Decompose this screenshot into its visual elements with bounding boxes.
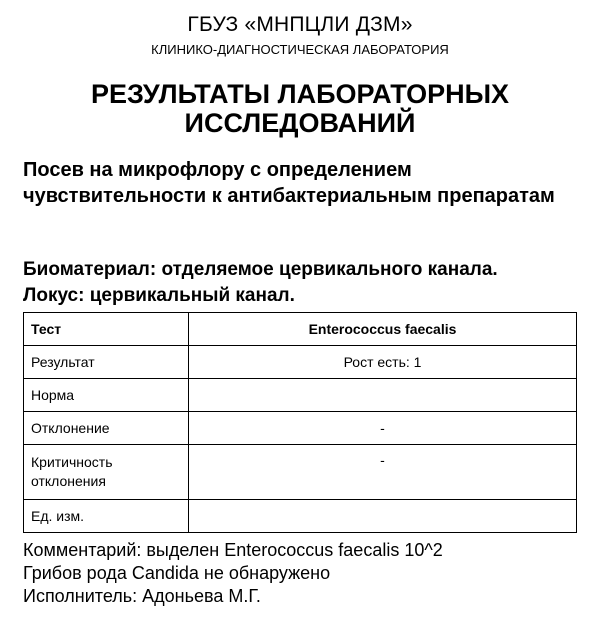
table-header-row	[24, 313, 577, 346]
report-title: РЕЗУЛЬТАТЫ ЛАБОРАТОРНЫХ ИССЛЕДОВАНИЙ	[90, 79, 510, 138]
row-label-result: Результат	[24, 346, 189, 379]
test-name: Посев на микрофлору с определением чувствительности к антибактериальным препаратам	[23, 159, 555, 207]
table-row	[24, 412, 577, 445]
table-row	[24, 445, 577, 500]
row-label-deviation: Отклонение	[24, 412, 189, 445]
row-value-units	[189, 500, 577, 533]
table-header-organism: Enterococcus faecalis	[189, 313, 577, 346]
report-footer	[23, 539, 583, 608]
table-row	[24, 500, 577, 533]
biomaterial-line: Биоматериал: отделяемое цервикального канала.	[23, 259, 498, 280]
comment-line: Комментарий: выделен Enterococcus faecalis 10^2	[23, 540, 443, 560]
performer-line: Исполнитель: Адоньева М.Г.	[23, 586, 261, 606]
laboratory-name: КЛИНИКО-ДИАГНОСТИЧЕСКАЯ ЛАБОРАТОРИЯ	[151, 42, 449, 57]
row-value-deviation: -	[189, 412, 577, 445]
row-value-result: Рост есть: 1	[189, 346, 577, 379]
results-table	[23, 312, 577, 533]
specimen-info	[23, 257, 583, 309]
table-row	[24, 379, 577, 412]
row-value-norm	[189, 379, 577, 412]
table-header-label: Тест	[24, 313, 189, 346]
row-label-norm: Норма	[24, 379, 189, 412]
row-label-criticality: Критичность отклонения	[24, 445, 189, 500]
row-label-units: Ед. изм.	[24, 500, 189, 533]
table-row	[24, 346, 577, 379]
organization-name: ГБУЗ «МНПЦЛИ ДЗМ»	[187, 13, 413, 36]
row-value-criticality: -	[189, 445, 577, 500]
locus-line: Локус: цервикальный канал.	[23, 285, 295, 306]
candida-line: Грибов рода Candida не обнаружено	[23, 563, 331, 583]
